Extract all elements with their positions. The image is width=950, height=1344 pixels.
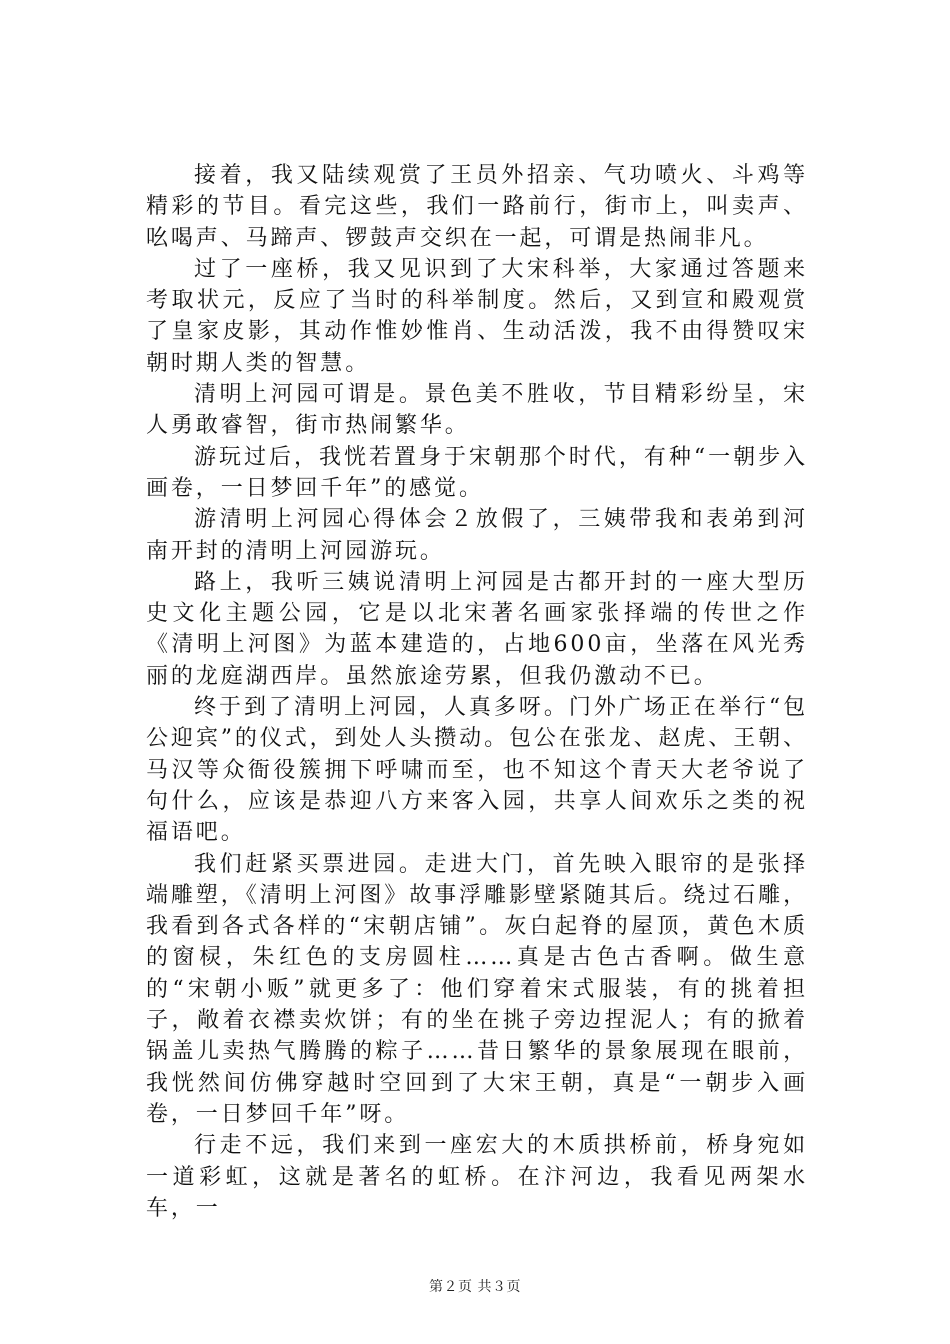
body-text: [146, 160, 808, 1224]
paragraph-1: 接着，我又陆续观赏了王员外招亲、气功喷火、斗鸡等精彩的节目。看完这些，我们一路前行，街市上，叫卖声、吆喝声、马蹄声、锣鼓声交织在一起，可谓是热闹非凡。: [146, 163, 808, 251]
page-footer: 第２页 共３页: [429, 1279, 521, 1295]
paragraph-8: 我们赶紧买票进园。走进大门，首先映入眼帘的是张择端雕塑，《清明上河图》故事浮雕影壁紧随其后。绕过石雕，我看到各式各样的“宋朝店铺”。灰白起脊的屋顶，黄色木质的窗棂，朱红色的支房圆柱……真是古色古香啊。做生意的“宋朝小贩”就更多了：他们穿着宋式服装，有的挑着担子，敞着衣襟卖炊饼；有的坐在挑子旁边捏泥人；有的掀着锅盖儿卖热气腾腾的粽子……昔日繁华的景象展现在眼前，我恍然间仿佛穿越时空回到了大宋王朝，真是“一朝步入画卷，一日梦回千年”呀。: [146, 851, 808, 1127]
paragraph-4: 游玩过后，我恍若置身于宋朝那个时代，有种“一朝步入画卷，一日梦回千年”的感觉。: [146, 444, 808, 501]
paragraph-3: 清明上河园可谓是。景色美不胜收，节目精彩纷呈，宋人勇敢睿智，街市热闹繁华。: [146, 382, 808, 439]
paragraph-6: 路上，我听三姨说清明上河园是古都开封的一座大型历史文化主题公园，它是以北宋著名画家张择端的传世之作《清明上河图》为蓝本建造的，占地600亩，坐落在风光秀丽的龙庭湖西岸。虽然旅途劳累，但我仍激动不已。: [146, 569, 808, 689]
paragraph-9: 行走不远，我们来到一座宏大的木质拱桥前，桥身宛如一道彩虹，这就是著名的虹桥。在汴河边，我看见两架水车，一: [146, 1133, 808, 1221]
paragraph-5: 游清明上河园心得体会２放假了，三姨带我和表弟到河南开封的清明上河园游玩。: [146, 507, 808, 564]
paragraph-2: 过了一座桥，我又见识到了大宋科举，大家通过答题来考取状元，反应了当时的科举制度。然后，又到宣和殿观赏了皇家皮影，其动作惟妙惟肖、生动活泼，我不由得赞叹宋朝时期人类的智慧。: [146, 256, 808, 376]
paragraph-7: 终于到了清明上河园，人真多呀。门外广场正在举行“包公迎宾”的仪式，到处人头攒动。包公在张龙、赵虎、王朝、马汉等众衙役簇拥下呼啸而至，也不知这个青天大老爷说了句什么，应该是恭迎八方来客入园，共享人间欢乐之类的祝福语吧。: [146, 695, 808, 846]
